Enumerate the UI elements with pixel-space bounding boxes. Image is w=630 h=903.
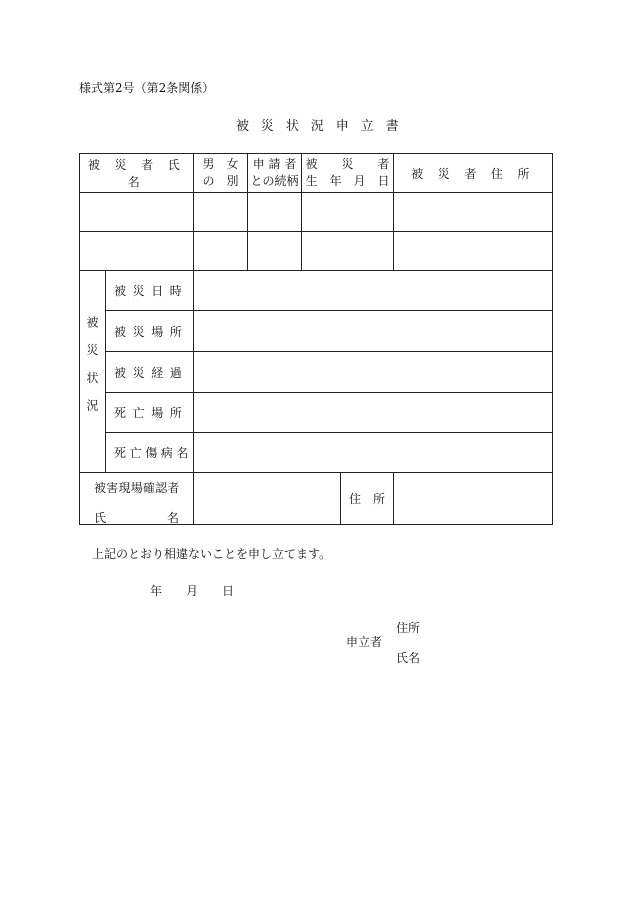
section-label-cell [80,271,106,473]
applicant-label: 申立者 [346,635,383,649]
confirmer-name-label-2: 名 [167,511,180,525]
sex-cell[interactable] [194,193,248,232]
header-birth-line2: 生 年 月 日 [305,174,390,188]
date-line: 年 月 日 [150,584,235,598]
confirmer-label: 被害現場確認者 [94,481,180,495]
confirmer-name-cell[interactable] [194,473,341,525]
confirmer-address-cell[interactable] [394,473,553,525]
label-disaster-datetime: 被災日時 [106,271,194,311]
relation-cell[interactable] [248,193,302,232]
victim-row-2 [80,232,553,271]
address-cell[interactable] [394,232,553,271]
relation-cell[interactable] [248,232,302,271]
header-address: 被 災 者 住 所 [394,154,553,193]
applicant-name-label: 氏名 [396,651,421,665]
disaster-datetime-cell[interactable] [194,271,553,311]
header-sex-line1: 男 女 [202,157,239,171]
disaster-process-cell[interactable] [194,352,553,393]
disaster-place-cell[interactable] [194,311,553,352]
birthdate-cell[interactable] [302,193,394,232]
label-disaster-process: 被災経過 [106,352,194,393]
death-place-cell[interactable] [194,393,553,433]
confirmer-address-label: 住 所 [341,473,394,525]
header-birthdate [302,154,394,193]
header-relation-line1: 申 請 者 [252,157,297,171]
header-relation-line2: との続柄 [250,174,299,188]
disaster-status-table [79,153,553,525]
document-title: 被 災 状 況 申 立 書 [236,119,403,134]
label-death-cause: 死亡傷病名 [106,433,194,473]
confirmer-label-cell [80,473,194,525]
confirmer-name-label-1: 氏 [94,511,107,525]
death-cause-cell[interactable] [194,433,553,473]
victim-row-1 [80,193,553,232]
header-sex [194,154,248,193]
label-death-place: 死亡場所 [106,393,194,433]
header-victim-name: 被 災 者 氏 名 [80,154,194,193]
victim-name-cell[interactable] [80,193,194,232]
header-birth-line1: 被 災 者 [305,157,390,171]
birthdate-cell[interactable] [302,232,394,271]
applicant-address-label: 住所 [396,621,421,635]
section-label: 被災状況 [85,316,99,427]
header-sex-line2: の 別 [202,174,239,188]
header-relation [248,154,302,193]
victim-name-cell[interactable] [80,232,194,271]
sex-cell[interactable] [194,232,248,271]
form-number: 様式第2号（第2条関係） [79,81,215,95]
label-disaster-place: 被災場所 [106,311,194,352]
address-cell[interactable] [394,193,553,232]
declaration-text: 上記のとおり相違ないことを申し立てます。 [92,547,332,561]
